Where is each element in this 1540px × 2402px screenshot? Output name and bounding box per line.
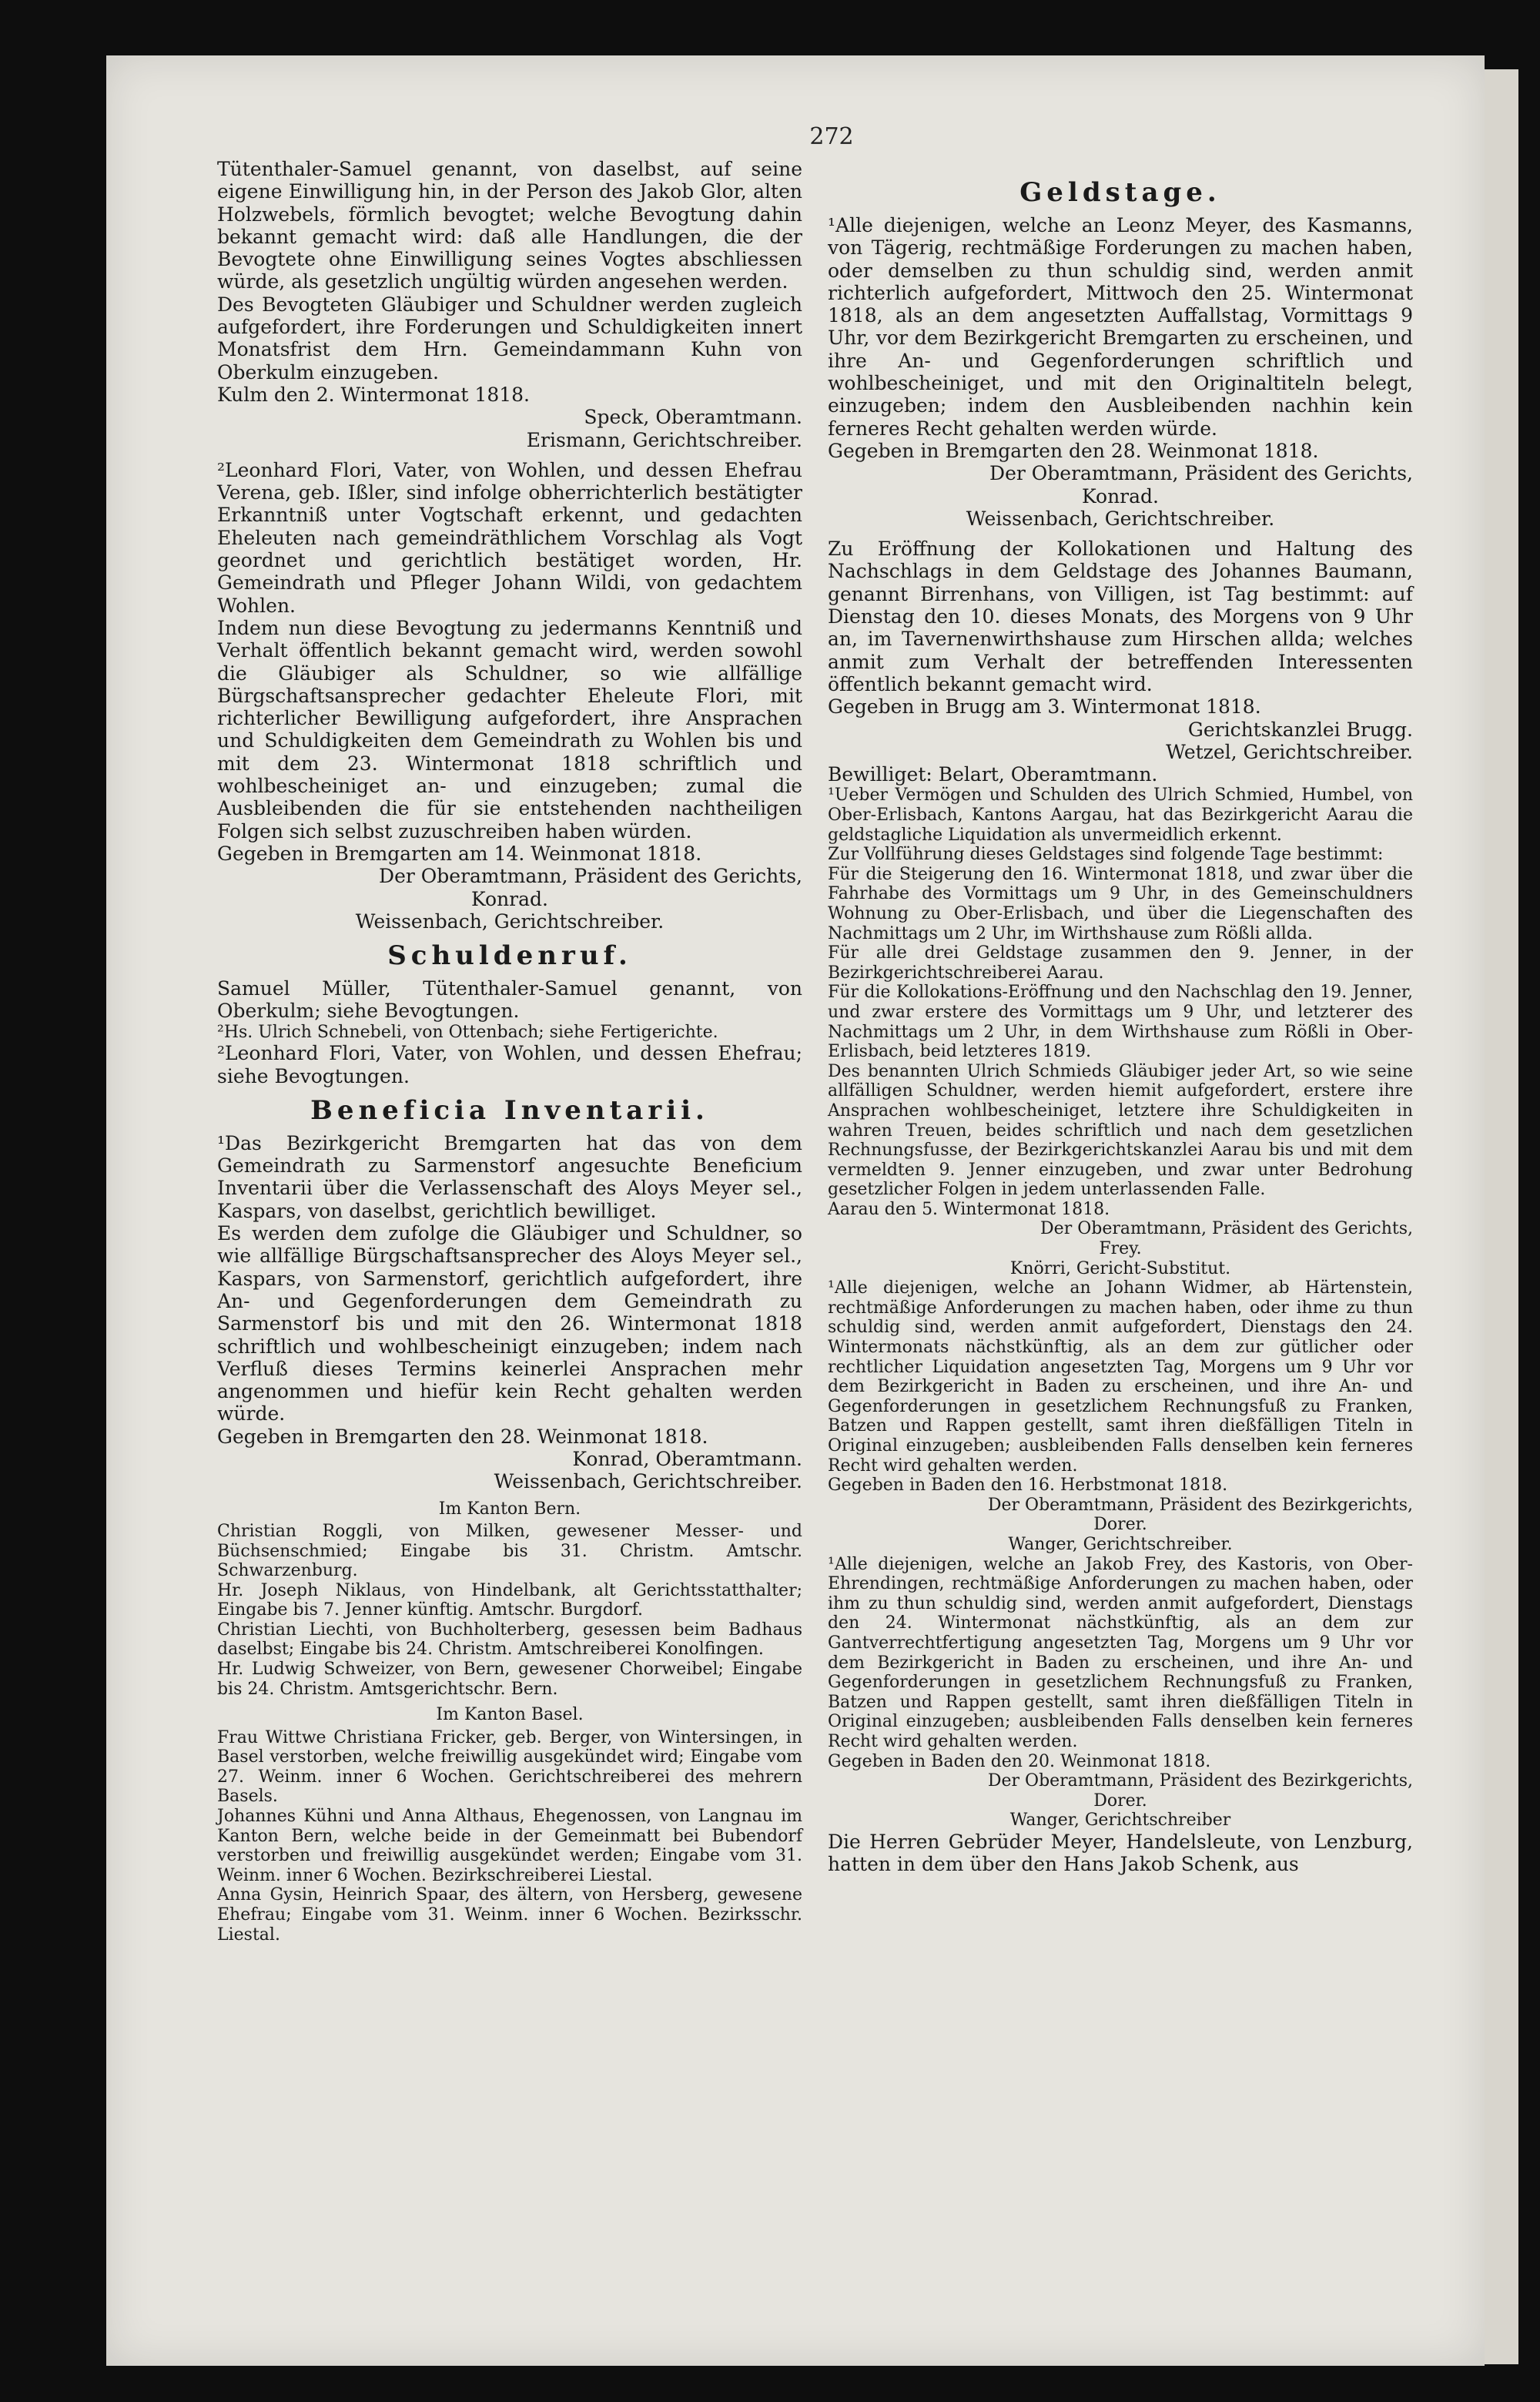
- dateline: Gegeben in Bremgarten den 28. Weinmonat 1818.: [217, 1425, 708, 1448]
- dateline: Aarau den 5. Wintermonat 1818.: [828, 1199, 1110, 1219]
- paragraph: Für die Kollokations-Eröffnung und den Nachschlag den 19. Jenner, und zwar erstere des Vormittags um 9 Uhr, und letzterer des Nachmittags um 2 Uhr, in dem Wirthshause zum Rößli in Ober-Erlisbach, beid letzteres 1819.: [828, 983, 1413, 1062]
- paragraph: ¹Das Bezirkgericht Bremgarten hat das von dem Gemeindrath zu Sarmenstorf angesuchte Beneficium Inventarii über die Verlassenschaft des Aloys Meyer sel., Kaspars, von daselbst, gerichtlich bewilliget.: [217, 1131, 802, 1222]
- paragraph: Für die Steigerung den 16. Wintermonat 1818, und zwar über die Fahrhabe des Vormittags um 9 Uhr, in des Gemeinschuldners Wohnung zu Ober-Erlisbach, und über die Liegenschaften des Nachmittags um 2 Uhr, im Wirthshause zum Rößli allda.: [828, 864, 1413, 943]
- signature: Gerichtskanzlei Brugg.: [1187, 718, 1413, 741]
- subheading-basel: Im Kanton Basel.: [436, 1705, 584, 1725]
- section-heading-schuldenruf: Schuldenruf.: [387, 940, 632, 972]
- dateline: Gegeben in Baden den 20. Weinmonat 1818.: [828, 1751, 1211, 1771]
- list-item: Christian Liechti, von Buchholterberg, gesessen beim Badhaus daselbst; Eingabe bis 24. Christm. Amtschreiberei Konolfingen.: [217, 1620, 802, 1660]
- list-item: Hr. Joseph Niklaus, von Hindelbank, alt Gerichtsstatthalter; Eingabe bis 7. Jenner künftig. Amtschr. Burgdorf.: [217, 1580, 802, 1620]
- paragraph: Es werden dem zufolge die Gläubiger und Schuldner, so wie allfällige Bürgschaftsansprecher des Aloys Meyer sel., Kaspars, von Sarmenstorf, gerichtlich aufgefordert, ihre An- und Gegenforderungen dem Gemeindrath zu Sarmenstorf bis und mit den 26. Wintermonat 1818 schriftlich und wohlbescheinigt einzugeben; indem nach Verfluß dieses Termins keinerlei Ansprachen mehr angenommen und hiefür kein Recht gehalten werden würde.: [217, 1222, 802, 1425]
- left-column: [217, 158, 802, 1945]
- signature: Weissenbach, Gerichtschreiber.: [494, 1470, 802, 1493]
- paragraph: ¹Alle diejenigen, welche an Johann Widmer, ab Härtenstein, rechtmäßige Anforderungen zu machen haben, oder ihme zu thun schuldig sind, werden anmit aufgefordert, Dienstags den 24. Wintermonats nächstkünftig, als an dem zur gütlicher oder rechtlicher Liquidation angesetzten Tag, Morgens um 9 Uhr vor dem Bezirkgericht in Baden zu erscheinen, und ihre An- und Gegenforderungen in gesetzlichem Rechnungsfuß zu Franken, Batzen und Rappen gestellt, samt ihren dießfälligen Titeln in Original einzugeben; ausbleibenden Falls denselben kein ferneres Recht wird gehalten werden.: [828, 1278, 1413, 1476]
- paragraph: Tütenthaler-Samuel genannt, von daselbst, auf seine eigene Einwilligung hin, in der Person des Jakob Glor, alten Holzwebels, förmlich bevogtet; welche Bevogtung dahin bekannt gemacht wird: daß alle Handlungen, die der Bevogtete ohne Einwilligung seines Vogtes abschliessen würde, als gesetzlich ungültig würden angesehen werden.: [217, 158, 802, 293]
- list-item: Frau Wittwe Christiana Fricker, geb. Berger, von Wintersingen, in Basel verstorben, welche freiwillig ausgekündet wird; Eingabe vom 27. Weinm. inner 6 Wochen. Gerichtschreiberei des mehrern Basels.: [217, 1727, 802, 1807]
- signature: Der Oberamtmann, Präsident des Bezirkgerichts,: [987, 1495, 1413, 1515]
- paragraph: Für alle drei Geldstage zusammen den 9. Jenner, in der Bezirkgerichtschreiberei Aarau.: [828, 943, 1413, 983]
- signature: Frey.: [1099, 1239, 1142, 1259]
- signature: Der Oberamtmann, Präsident des Bezirkgerichts,: [987, 1771, 1413, 1791]
- signature: Konrad.: [471, 887, 548, 910]
- signature: Der Oberamtmann, Präsident des Gerichts,: [989, 462, 1413, 485]
- paragraph: ²Leonhard Flori, Vater, von Wohlen, und dessen Ehefrau Verena, geb. Ißler, sind infolge obherrichterlich bestätigter Erkanntniß unter Vogtschaft erkennt, und gedachten Eheleuten nach gemeindräthlichem Vorschlag als Vogt geordnet und gerichtlich bestätiget worden, Hr. Gemeindrath und Pfleger Johann Wildi, von gedachtem Wohlen.: [217, 458, 802, 617]
- signature: Dorer.: [1093, 1791, 1147, 1811]
- list-item: Johannes Kühni und Anna Althaus, Ehegenossen, von Langnau im Kanton Bern, welche beide in der Gemeinmatt bei Bubendorf verstorben und freiwillig ausgekündet werden; Eingabe vom 31. Weinm. inner 6 Wochen. Bezirkschreiberei Liestal.: [217, 1806, 802, 1885]
- paragraph: Des Bevogteten Gläubiger und Schuldner werden zugleich aufgefordert, ihre Forderungen und Schuldigkeiten innert Monatsfrist dem Hrn. Gemeindammann Kuhn von Oberkulm einzugeben.: [217, 293, 802, 384]
- paragraph: Samuel Müller, Tütenthaler-Samuel genannt, von Oberkulm; siehe Bevogtungen.: [217, 977, 802, 1023]
- signature: Wetzel, Gerichtschreiber.: [1166, 740, 1413, 763]
- paragraph: Bewilliget: Belart, Oberamtmann.: [828, 763, 1158, 786]
- paragraph: Indem nun diese Bevogtung zu jedermanns Kenntniß und Verhalt öffentlich bekannt gemacht wird, werden sowohl die Gläubiger als Schuldner, so wie allfällige Bürgschaftsansprecher gedachter Eheleute Flori, mit richterlicher Bewilligung aufgefordert, ihre Ansprachen und Schuldigkeiten dem Gemeindrath zu Wohlen bis und mit dem 23. Wintermonat 1818 schriftlich und wohlbescheiniget an- und einzugeben; zumal die Ausbleibenden die für sie entstehenden nachtheiligen Folgen sich selbst zuzuschreiben haben würden.: [217, 616, 802, 843]
- signature: Wanger, Gerichtschreiber: [1009, 1811, 1231, 1831]
- dateline: Gegeben in Bremgarten den 28. Weinmonat 1818.: [828, 439, 1319, 462]
- signature: Konrad, Oberamtmann.: [572, 1448, 802, 1471]
- list-item: Hr. Ludwig Schweizer, von Bern, gewesener Chorweibel; Eingabe bis 24. Christm. Amtsgerichtschr. Bern.: [217, 1660, 802, 1699]
- paragraph: ¹Alle diejenigen, welche an Leonz Meyer, des Kasmanns, von Tägerig, rechtmäßige Forderungen zu machen haben, oder demselben zu thun schuldig sind, werden anmit richterlich aufgefordert, Mittwoch den 25. Wintermonat 1818, als an dem angesetzten Auffallstag, Vormittags 9 Uhr, vor dem Bezirkgericht Bremgarten zu erscheinen, und ihre An- und Gegenforderungen schriftlich und wohlbescheiniget, und mit den Originaltiteln belegt, einzugeben; indem den Ausbleibenden nachhin kein ferneres Recht gehalten werden würde.: [828, 214, 1413, 440]
- section-heading-geldstage: Geldstage.: [1019, 177, 1221, 208]
- subheading-bern: Im Kanton Bern.: [438, 1499, 581, 1519]
- paragraph: Die Herren Gebrüder Meyer, Handelsleute, von Lenzburg, hatten in dem über den Hans Jakob Schenk, aus: [828, 1830, 1413, 1876]
- paragraph: ¹Alle diejenigen, welche an Jakob Frey, des Kastoris, von Ober-Ehrendingen, rechtmäßige Anforderungen zu machen haben, oder ihm zu thun schuldig sind, werden anmit aufgefordert, Dienstags den 24. Wintermonat nächstkünftig, als an dem zur Gantverrechtfertigung angesetzten Tag, Morgens um 9 Uhr vor dem Bezirkgericht in Baden zu erscheinen, und ihre An- und Gegenforderungen in gesetzlichem Rechnungsfuß zu Franken, Batzen und Rappen gestellt, samt ihren dießfälligen Titeln in Original einzugeben; ausbleibenden Falls denselben kein ferneres Recht wird gehalten werden.: [828, 1554, 1413, 1751]
- paragraph: Zur Vollführung dieses Geldstages sind folgende Tage bestimmt:: [828, 845, 1384, 865]
- signature: Dorer.: [1093, 1515, 1147, 1535]
- signature: Speck, Oberamtmann.: [584, 406, 802, 429]
- dateline: Gegeben in Brugg am 3. Wintermonat 1818.: [828, 695, 1261, 719]
- signature: Weissenbach, Gerichtschreiber.: [355, 910, 665, 933]
- list-item: Anna Gysin, Heinrich Spaar, des ältern, von Hersberg, gewesene Ehefrau; Eingabe vom 31. Weinm. inner 6 Wochen. Bezirksschr. Liestal.: [217, 1885, 802, 1945]
- right-column: [828, 169, 1413, 1875]
- paragraph: Des benannten Ulrich Schmieds Gläubiger jeder Art, so wie seine allfälligen Schuldner, werden hiemit aufgefordert, erstere ihre Ansprachen wohlbescheiniget, letztere ihre Schuldigkeiten in wahren Treuen, beides schriftlich und nach dem gesetzlichen Rechnungsfusse, der Bezirkgerichtskanzlei Aarau bis und mit dem vermeldten 9. Jenner einzugeben, und zwar unter Bedrohung gesetzlicher Folgen in jedem unterlassenden Falle.: [828, 1061, 1413, 1200]
- dateline: Kulm den 2. Wintermonat 1818.: [217, 383, 530, 406]
- page-number: 272: [809, 123, 854, 150]
- signature: Knörri, Gericht-Substitut.: [1009, 1258, 1231, 1278]
- signature: Wanger, Gerichtschreiber.: [1008, 1534, 1233, 1554]
- dateline: Gegeben in Bremgarten am 14. Weinmonat 1818.: [217, 842, 702, 865]
- signature: Der Oberamtmann, Präsident des Gerichts,: [1040, 1219, 1413, 1239]
- paragraph: Zu Eröffnung der Kollokationen und Haltung des Nachschlags in dem Geldstage des Johannes Baumann, genannt Birrenhans, von Villigen, ist Tag bestimmt: auf Dienstag den 10. dieses Monats, des Morgens von 9 Uhr an, im Tavernenwirthshause zum Hirschen allda; welches anmit zum Verhalt der betreffenden Interessenten öffentlich bekannt gemacht wird.: [828, 538, 1413, 695]
- section-heading-beneficia: Beneficia Inventarii.: [310, 1094, 709, 1126]
- paragraph: ²Hs. Ulrich Schnebeli, von Ottenbach; siehe Fertigerichte.: [217, 1022, 718, 1042]
- dateline: Gegeben in Baden den 16. Herbstmonat 1818.: [828, 1476, 1228, 1496]
- list-item: Christian Roggli, von Milken, gewesener Messer- und Büchsenschmied; Eingabe bis 31. Christm. Amtschr. Schwarzenburg.: [217, 1521, 802, 1581]
- signature: Der Oberamtmann, Präsident des Gerichts,: [379, 865, 802, 888]
- signature: Konrad.: [1082, 484, 1159, 508]
- paragraph: ¹Ueber Vermögen und Schulden des Ulrich Schmied, Humbel, von Ober-Erlisbach, Kantons Aargau, hat das Bezirkgericht Aarau die geldstagliche Liquidation als unvermeidlich erkennt.: [828, 786, 1413, 845]
- signature: Erismann, Gerichtschreiber.: [526, 428, 802, 451]
- signature: Weissenbach, Gerichtschreiber.: [966, 507, 1275, 530]
- next-page-edge: [1485, 69, 1518, 2364]
- paragraph: ²Leonhard Flori, Vater, von Wohlen, und dessen Ehefrau; siehe Bevogtungen.: [217, 1042, 802, 1087]
